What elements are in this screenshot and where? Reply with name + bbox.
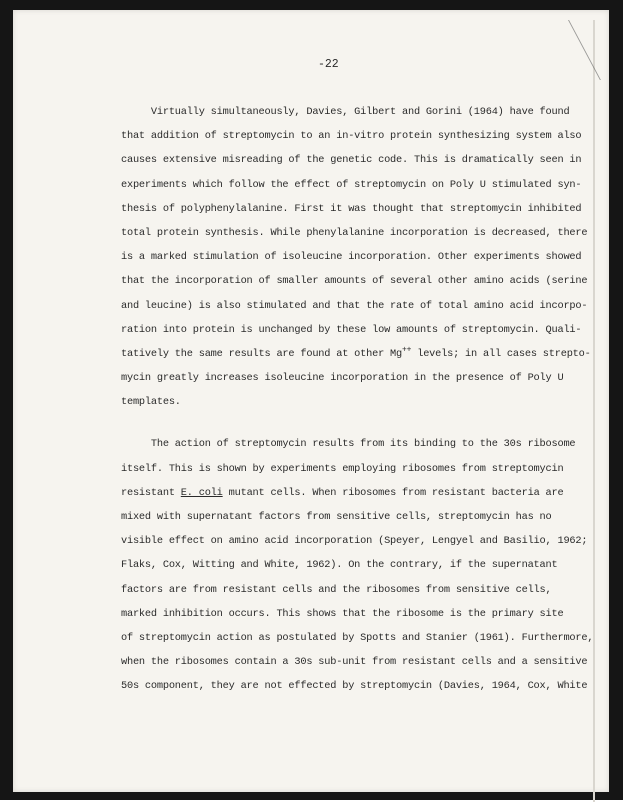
paragraph-2-line-9: of streptomycin action as postulated by Spotts and Stanier (1961). Furthermore, xyxy=(121,631,594,644)
paragraph-1-line-10: ration into protein is unchanged by these low amounts of streptomycin. Quali- xyxy=(121,323,582,336)
mg-line-end: levels; in all cases strepto- xyxy=(411,347,591,360)
paragraph-2-line-5: visible effect on amino acid incorporation (Speyer, Lengyel and Basilio, 1962; xyxy=(121,535,588,548)
page-edge xyxy=(593,20,595,802)
mg-superscript: ++ xyxy=(402,345,412,355)
mg-line-start: tatively the same results are found at other Mg xyxy=(121,347,403,360)
paragraph-2-line-7: factors are from resistant cells and the ribosomes from sensitive cells, xyxy=(121,583,552,596)
paragraph-1-line-4: experiments which follow the effect of streptomycin on Poly U stimulated syn- xyxy=(121,178,582,191)
ecoli-underlined: E. coli xyxy=(180,486,223,499)
paragraph-2-line-1: The action of streptomycin results from its binding to the 30s ribosome xyxy=(121,438,576,451)
paragraph-2-line-6: Flaks, Cox, Witting and White, 1962). On the contrary, if the supernatant xyxy=(121,559,558,572)
paragraph-1-line-1: Virtually simultaneously, Davies, Gilbert and Gorini (1964) have found xyxy=(121,106,570,118)
paragraph-1-line-3: causes extensive misreading of the genetic code. This is dramatically seen in xyxy=(121,154,582,167)
paragraph-1-line-6: total protein synthesis. While phenylalanine incorporation is decreased, there xyxy=(121,226,588,239)
paragraph-1-line-5: thesis of polyphenylalanine. First it was thought that streptomycin inhibited xyxy=(121,202,582,215)
paragraph-1-line-11 xyxy=(121,345,591,372)
paragraph-1-line-12: mycin greatly increases isoleucine incorporation in the presence of Poly U xyxy=(121,372,564,385)
paragraph-2-line-3 xyxy=(121,487,591,511)
paragraph-1-line-7: is a marked stimulation of isoleucine incorporation. Other experiments showed xyxy=(121,251,582,264)
paragraph-2-line-11: 50s component, they are not effected by streptomycin (Davies, 1964, Cox, White xyxy=(121,680,588,693)
line3-start: resistant xyxy=(121,486,181,499)
paragraph-2-line-10: when the ribosomes contain a 30s sub-unit from resistant cells and a sensitive xyxy=(121,656,588,669)
line3-end: mutant cells. When ribosomes from resistant bacteria are xyxy=(222,486,564,499)
paragraph-1-line-9: and leucine) is also stimulated and that the rate of total amino acid incorpo- xyxy=(121,299,588,312)
paragraph-2-line-4: mixed with supernatant factors from sensitive cells, streptomycin has no xyxy=(121,511,552,523)
paragraph-1-line-2: that addition of streptomycin to an in-vitro protein synthesizing system also xyxy=(121,130,582,143)
body-text xyxy=(121,106,594,705)
paragraph-2-line-8: marked inhibition occurs. This shows that the ribosome is the primary site xyxy=(121,607,564,620)
page-number: -22 xyxy=(318,58,339,71)
paragraph-2-line-2: itself. This is shown by experiments employing ribosomes from streptomycin xyxy=(121,462,564,475)
paragraph-1-line-8: that the incorporation of smaller amounts of several other amino acids (serine xyxy=(121,275,588,288)
paragraph-1-line-13: templates. xyxy=(121,396,181,409)
document-page xyxy=(13,10,609,792)
paragraph-gap xyxy=(121,420,591,438)
